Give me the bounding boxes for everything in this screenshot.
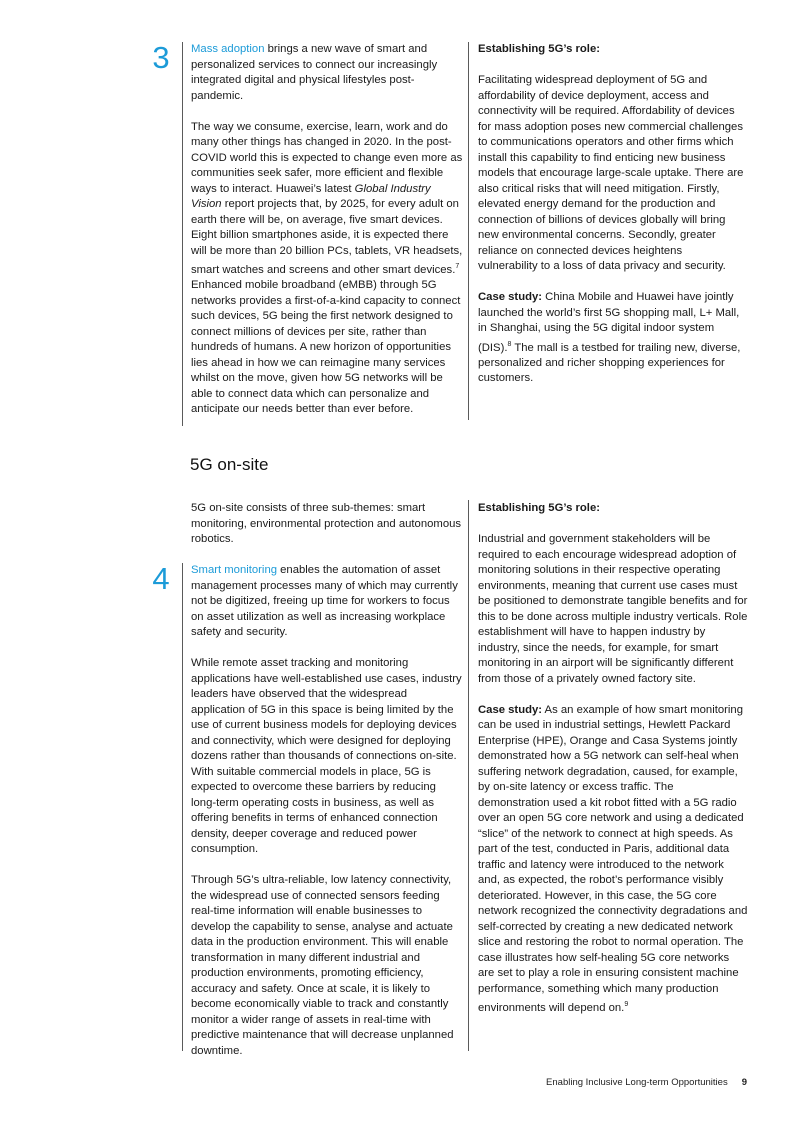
page-number: 9 [741, 1077, 747, 1088]
footnote-ref-7: 7 [455, 263, 460, 270]
report-title: Global Industry Vision [191, 182, 431, 210]
mass-adoption-highlight: Mass adoption [191, 43, 265, 55]
asset-tracking-paragraph: While remote asset tracking and monitoring applications have well-established use cases, industry leaders have observed that the widespread application of 5G in this space is being limited by the use of current business models for deploying devices and connectivity, which were designed for deploying dozens rather than thousands of connections on-site. With suitable commercial models in place, 5G is expected to overcome these barriers by reducing long-term operating costs in business, as well as offering benefits in terms of enhanced connection density, deeper coverage and reduced power consumption. [191, 657, 462, 855]
section4-left-column [191, 501, 463, 1059]
section3-right-column [478, 42, 744, 387]
mass-adoption-paragraph: Mass adoption brings a new wave of smart and personalized services to connect our increasingly integrated digital and physical lifestyles post-pandemic. [191, 43, 438, 102]
section4-right-column [478, 501, 748, 1016]
establishing-role-paragraph-2: Industrial and government stakeholders will be required to each encourage widespread adoption of monitoring solutions in their respective operating environments, meaning that current use cases must be positioned to demonstrate tangible benefits and for this to be done across multiple industry verticals. Role establishment will have to happen industry by industry, since the needs, for example, for smart monitoring in an airport will be significantly different from those of a privately owned factory site. [478, 533, 748, 685]
consumption-paragraph: The way we consume, exercise, learn, work and do many other things has changed in 2020. In the post-COVID world this is expected to change even more as communities seek safer, more efficient and flexible ways to interact. Huawei’s latest Global Industry Vision report projects that, by 2025, for every adult on earth there will be, on average, five smart devices. Eight billion smartphones aside, it is expected there will be more than 20 billion PCs, tablets, VR headsets, smart watches and screens and other smart devices.$^7$ Enhanced mobile broadband (eMBB) through 5G networks provides a first-of-a-kind capacity to connect such devices, 5G being the first network designed to connect millions of devices per site, rather than hundreds of humans. A new horizon of opportunities lies ahead in how we can reimagine many services whilst on the move, given how 5G networks will be able to connect data which can personalize and anticipate our needs better than ever before. [191, 120, 463, 416]
left-column-rule-2 [182, 563, 183, 1051]
case-study-paragraph: Case study: China Mobile and Huawei have jointly launched the world’s first 5G shopping mall, L+ Mall, in Shanghai, using the 5G digital indoor system (DIS).$^8$ The mall is a testbed for trailing new, diverse, personalized and richer shopping experiences for customers. [478, 291, 741, 385]
footnote-ref-9: 9 [624, 1001, 629, 1008]
section-number-4: 4 [152, 561, 170, 596]
case-study-label: Case study: [478, 291, 543, 303]
right-column-rule [468, 42, 469, 420]
footnote-ref-8: 8 [507, 340, 512, 348]
low-latency-paragraph: Through 5G’s ultra-reliable, low latency connectivity, the widespread use of connected sensors feeding real-time information will enable businesses to develop the capability to sense, analyse and actuate data in the production environment. This will enable transformation in many different industrial and production environments, promoting efficiency, accuracy and safety. Once at scale, it is likely to become economically viable to track and constantly monitor a wider range of assets in real-time with predictive maintenance that will decrease unplanned downtime. [191, 874, 454, 1057]
smart-monitoring-paragraph: Smart monitoring enables the automation of asset management processes many of which may currently not be digitized, freeing up time for workers to focus on asset utilization as well as increasing workplace safety and security. [191, 564, 458, 638]
on-site-intro: 5G on-site consists of three sub-themes: smart monitoring, environmental protection and autonomous robotics. [191, 502, 462, 545]
footer-title: Enabling Inclusive Long-term Opportunities [546, 1077, 728, 1088]
case-study-paragraph-2: Case study: As an example of how smart monitoring can be used in industrial settings, Hewlett Packard Enterprise (HPE), Orange and Casa Systems jointly demonstrated how a 5G network can self-heal when suffering network degradation, caused, for example, by on-site latency or excess traffic. The demonstration used a kit robot fitted with a 5G radio over an open 5G core network and using a dedicated “slice” of the network to connect at high speeds. As part of the test, conducted in Paris, additional data traffic and latency were introduced to the network and, as expected, the robot’s performance visibly deteriorated. However, in this case, the 5G core network recognized the connectivity degradations and self-corrected by creating a new dedicated network slice and restoring the robot to normal operation. The case illustrates how self-healing 5G core networks are set to play a role in ensuring consistent machine performance, something which many production environments will depend on.$^9$ [478, 703, 748, 1014]
establishing-role-paragraph: Facilitating widespread deployment of 5G and affordability of device deployment, access and connectivity will be required. Affordability of devices for mass adoption poses new commercial challenges to communications operators and other firms which install this capability to find enticing new business models that encourage large-scale uptake. There are also critical risks that will need mitigation. Firstly, elevated energy demand for the production and connection of billions of devices globally will bring new environmental concerns. Secondly, greater reliance on connected devices heightens vulnerability to a loss of data privacy and security. [478, 74, 744, 272]
smart-monitoring-highlight: Smart monitoring [191, 564, 278, 576]
left-column-rule [182, 42, 183, 426]
establishing-role-heading-2: Establishing 5G’s role: [478, 502, 600, 514]
case-study-label-2: Case study: [478, 703, 543, 716]
section-number-3: 3 [152, 40, 170, 75]
page-footer [546, 1077, 747, 1088]
section-title: 5G on-site [190, 455, 269, 474]
section3-left-column [191, 42, 463, 418]
establishing-role-heading: Establishing 5G’s role: [478, 43, 600, 55]
right-column-rule-2 [468, 500, 469, 1051]
